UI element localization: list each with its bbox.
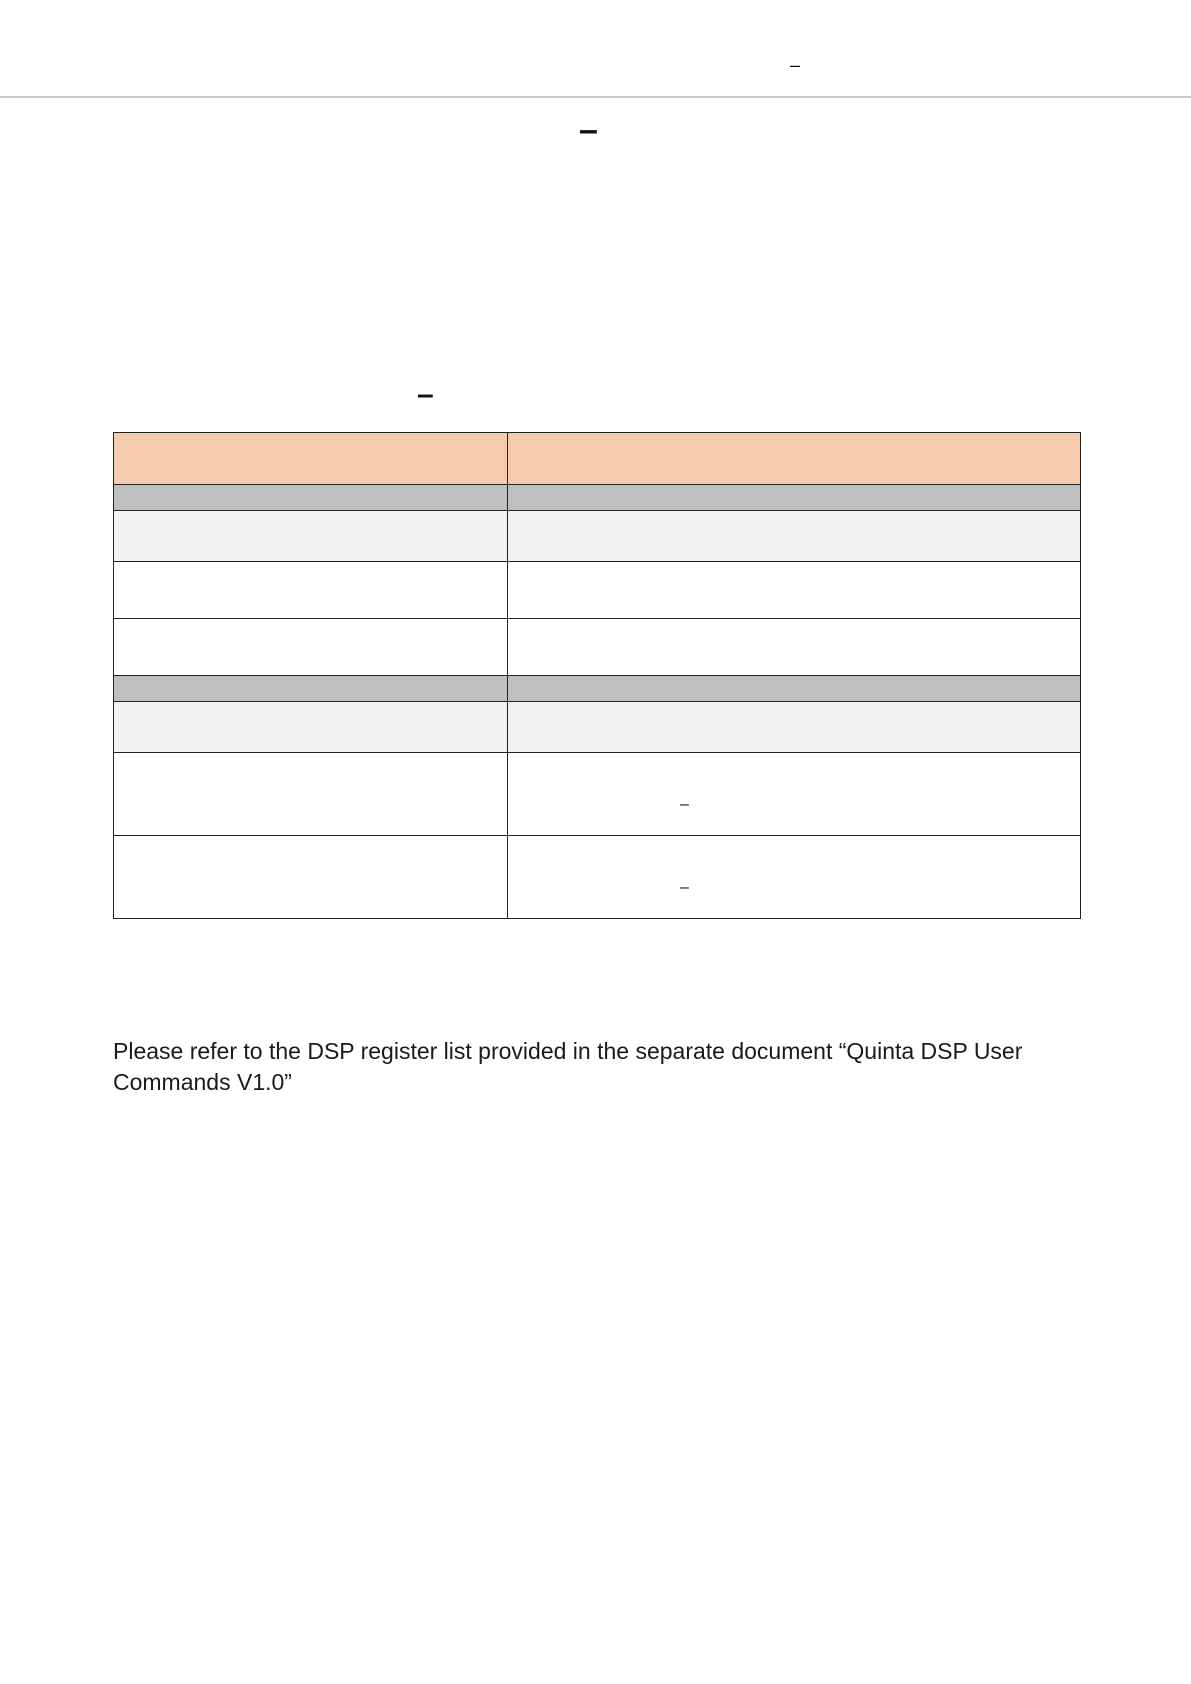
table-cell — [508, 676, 1081, 702]
table-cell — [508, 836, 1081, 919]
table-cell — [114, 702, 508, 753]
header-rule — [0, 96, 1191, 98]
table-section-row — [114, 485, 1081, 511]
table-header-cell — [508, 433, 1081, 485]
table-cell — [508, 702, 1081, 753]
table-row — [114, 702, 1081, 753]
cell-dash: – — [680, 796, 689, 813]
table-row — [114, 836, 1081, 919]
table-cell — [114, 753, 508, 836]
table-cell — [508, 753, 1081, 836]
table-row — [114, 562, 1081, 619]
table-row — [114, 511, 1081, 562]
cell-dash: – — [680, 879, 689, 896]
reference-note: Please refer to the DSP register list provided in the separate document “Quinta DSP User Commands V1.0” — [113, 1038, 1023, 1095]
table-cell — [508, 562, 1081, 619]
spec-table — [113, 432, 1081, 919]
table-row — [114, 619, 1081, 676]
table-cell — [114, 676, 508, 702]
table-cell — [114, 836, 508, 919]
table-header-cell — [114, 433, 508, 485]
header-dash: – — [790, 55, 801, 75]
table-cell — [508, 619, 1081, 676]
table-cell — [114, 485, 508, 511]
cell-dash-wrapper — [516, 836, 1072, 918]
subsection-heading-dash: – — [417, 378, 434, 411]
table-section-row — [114, 676, 1081, 702]
table-row — [114, 753, 1081, 836]
table-cell — [114, 619, 508, 676]
section-heading-dash: – — [579, 111, 598, 149]
table-cell — [114, 562, 508, 619]
cell-dash-wrapper — [516, 753, 1072, 835]
table-cell — [508, 511, 1081, 562]
table-cell — [114, 511, 508, 562]
table-header-row — [114, 433, 1081, 485]
table-cell — [508, 485, 1081, 511]
